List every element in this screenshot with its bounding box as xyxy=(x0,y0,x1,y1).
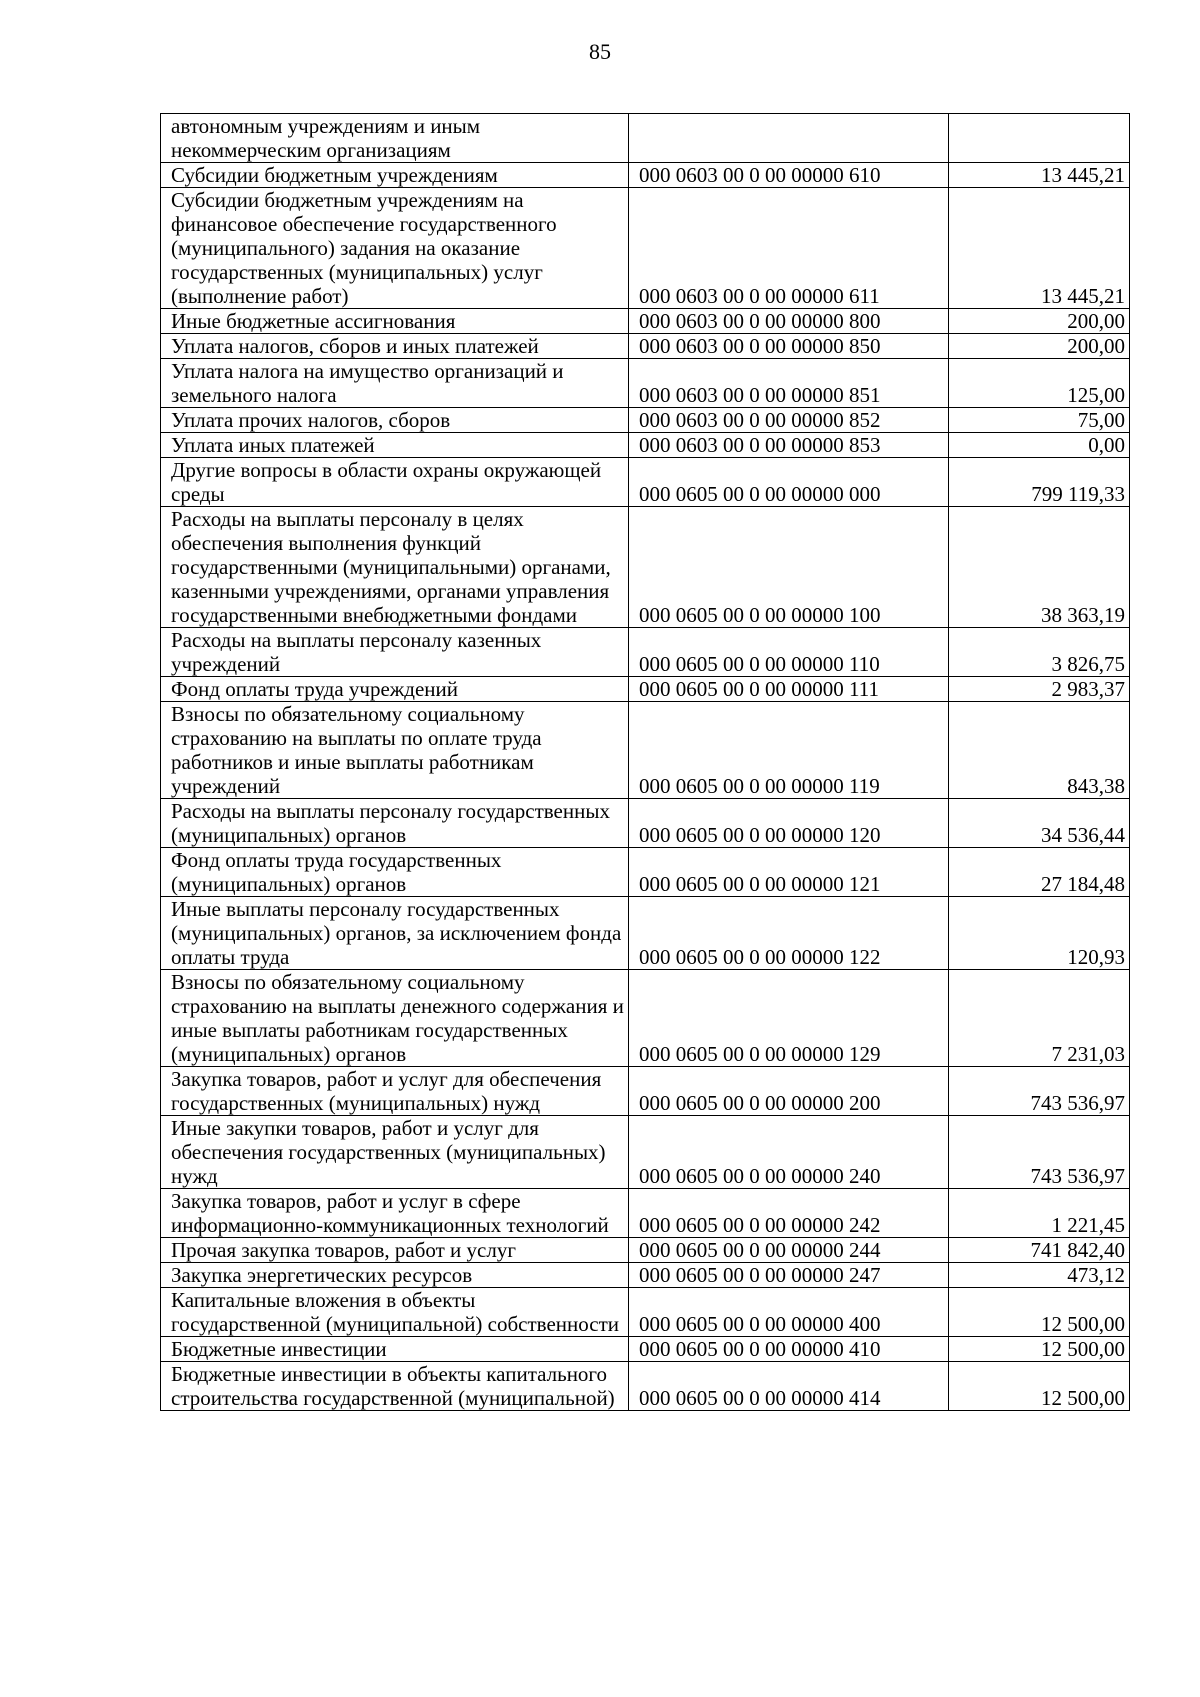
budget-code-cell: 000 0605 00 0 00 00000 121 xyxy=(629,848,949,897)
amount-cell: 473,12 xyxy=(949,1263,1130,1288)
table-row xyxy=(161,628,1130,677)
amount-cell: 12 500,00 xyxy=(949,1337,1130,1362)
table-row xyxy=(161,309,1130,334)
budget-code-cell: 000 0603 00 0 00 00000 610 xyxy=(629,163,949,188)
amount-cell: 27 184,48 xyxy=(949,848,1130,897)
amount-cell: 7 231,03 xyxy=(949,970,1130,1067)
amount-cell: 12 500,00 xyxy=(949,1288,1130,1337)
table-row xyxy=(161,702,1130,799)
amount-cell: 741 842,40 xyxy=(949,1238,1130,1263)
amount-cell: 799 119,33 xyxy=(949,458,1130,507)
expense-name-cell: Бюджетные инвестиции xyxy=(161,1337,629,1362)
table-row xyxy=(161,114,1130,163)
table-row xyxy=(161,897,1130,970)
expense-name-cell: Иные выплаты персоналу государственных (муниципальных) органов, за исключением фонда оплаты труда xyxy=(161,897,629,970)
table-row xyxy=(161,433,1130,458)
table-row xyxy=(161,1337,1130,1362)
table-row xyxy=(161,1238,1130,1263)
table-row xyxy=(161,1116,1130,1189)
amount-cell: 200,00 xyxy=(949,309,1130,334)
budget-code-cell: 000 0603 00 0 00 00000 851 xyxy=(629,359,949,408)
expense-name-cell: Субсидии бюджетным учреждениям на финансовое обеспечение государственного (муниципального) задания на оказание государственных (муниципальных) услуг (выполнение работ) xyxy=(161,188,629,309)
amount-cell: 0,00 xyxy=(949,433,1130,458)
expense-name-cell: Прочая закупка товаров, работ и услуг xyxy=(161,1238,629,1263)
expense-name-cell: Иные закупки товаров, работ и услуг для обеспечения государственных (муниципальных) нужд xyxy=(161,1116,629,1189)
budget-code-cell: 000 0605 00 0 00 00000 119 xyxy=(629,702,949,799)
budget-code-cell: 000 0605 00 0 00 00000 247 xyxy=(629,1263,949,1288)
budget-code-cell: 000 0605 00 0 00 00000 110 xyxy=(629,628,949,677)
amount-cell: 13 445,21 xyxy=(949,163,1130,188)
table-row xyxy=(161,334,1130,359)
amount-cell: 75,00 xyxy=(949,408,1130,433)
amount-cell: 743 536,97 xyxy=(949,1116,1130,1189)
budget-code-cell: 000 0605 00 0 00 00000 414 xyxy=(629,1362,949,1411)
budget-code-cell: 000 0603 00 0 00 00000 852 xyxy=(629,408,949,433)
table-row xyxy=(161,359,1130,408)
expense-name-cell: Закупка товаров, работ и услуг в сфере информационно-коммуникационных технологий xyxy=(161,1189,629,1238)
amount-cell: 743 536,97 xyxy=(949,1067,1130,1116)
amount-cell: 1 221,45 xyxy=(949,1189,1130,1238)
budget-code-cell: 000 0605 00 0 00 00000 111 xyxy=(629,677,949,702)
table-row xyxy=(161,458,1130,507)
budget-table-body xyxy=(161,114,1130,1411)
expense-name-cell: Расходы на выплаты персоналу в целях обеспечения выполнения функций государственными (муниципальными) органами, казенными учреждениями, органами управления государственными внебюджетными фондами xyxy=(161,507,629,628)
expense-name-cell: Иные бюджетные ассигнования xyxy=(161,309,629,334)
amount-cell: 34 536,44 xyxy=(949,799,1130,848)
budget-code-cell: 000 0605 00 0 00 00000 000 xyxy=(629,458,949,507)
table-row xyxy=(161,1288,1130,1337)
expense-name-cell: Субсидии бюджетным учреждениям xyxy=(161,163,629,188)
amount-cell: 38 363,19 xyxy=(949,507,1130,628)
table-row xyxy=(161,677,1130,702)
expense-name-cell: автономным учреждениям и иным некоммерческим организациям xyxy=(161,114,629,163)
table-row xyxy=(161,1362,1130,1411)
table-row xyxy=(161,408,1130,433)
expense-name-cell: Взносы по обязательному социальному страхованию на выплаты по оплате труда работников и иные выплаты работникам учреждений xyxy=(161,702,629,799)
expense-name-cell: Закупка товаров, работ и услуг для обеспечения государственных (муниципальных) нужд xyxy=(161,1067,629,1116)
budget-code-cell: 000 0605 00 0 00 00000 400 xyxy=(629,1288,949,1337)
budget-code-cell: 000 0605 00 0 00 00000 100 xyxy=(629,507,949,628)
budget-code-cell: 000 0603 00 0 00 00000 611 xyxy=(629,188,949,309)
table-row xyxy=(161,1189,1130,1238)
budget-code-cell: 000 0605 00 0 00 00000 242 xyxy=(629,1189,949,1238)
expense-name-cell: Капитальные вложения в объекты государственной (муниципальной) собственности xyxy=(161,1288,629,1337)
table-row xyxy=(161,799,1130,848)
amount-cell: 13 445,21 xyxy=(949,188,1130,309)
expense-name-cell: Бюджетные инвестиции в объекты капитального строительства государственной (муниципальной) xyxy=(161,1362,629,1411)
budget-code-cell: 000 0605 00 0 00 00000 200 xyxy=(629,1067,949,1116)
budget-code-cell: 000 0603 00 0 00 00000 853 xyxy=(629,433,949,458)
table-row xyxy=(161,1067,1130,1116)
budget-code-cell: 000 0605 00 0 00 00000 129 xyxy=(629,970,949,1067)
budget-code-cell: 000 0605 00 0 00 00000 120 xyxy=(629,799,949,848)
table-row xyxy=(161,163,1130,188)
expense-name-cell: Расходы на выплаты персоналу казенных учреждений xyxy=(161,628,629,677)
budget-code-cell: 000 0605 00 0 00 00000 410 xyxy=(629,1337,949,1362)
expense-name-cell: Фонд оплаты труда учреждений xyxy=(161,677,629,702)
budget-code-cell xyxy=(629,114,949,163)
table-row xyxy=(161,1263,1130,1288)
budget-table xyxy=(160,113,1130,1411)
amount-cell: 200,00 xyxy=(949,334,1130,359)
amount-cell: 125,00 xyxy=(949,359,1130,408)
expense-name-cell: Другие вопросы в области охраны окружающей среды xyxy=(161,458,629,507)
expense-name-cell: Уплата налога на имущество организаций и земельного налога xyxy=(161,359,629,408)
page-number: 85 xyxy=(589,39,611,64)
amount-cell xyxy=(949,114,1130,163)
expense-name-cell: Взносы по обязательному социальному страхованию на выплаты денежного содержания и иные выплаты работникам государственных (муниципальных) органов xyxy=(161,970,629,1067)
budget-code-cell: 000 0605 00 0 00 00000 240 xyxy=(629,1116,949,1189)
table-row xyxy=(161,188,1130,309)
expense-name-cell: Уплата налогов, сборов и иных платежей xyxy=(161,334,629,359)
budget-code-cell: 000 0603 00 0 00 00000 800 xyxy=(629,309,949,334)
budget-code-cell: 000 0605 00 0 00 00000 244 xyxy=(629,1238,949,1263)
table-row xyxy=(161,848,1130,897)
table-row xyxy=(161,970,1130,1067)
expense-name-cell: Уплата иных платежей xyxy=(161,433,629,458)
amount-cell: 2 983,37 xyxy=(949,677,1130,702)
budget-code-cell: 000 0605 00 0 00 00000 122 xyxy=(629,897,949,970)
expense-name-cell: Расходы на выплаты персоналу государственных (муниципальных) органов xyxy=(161,799,629,848)
amount-cell: 12 500,00 xyxy=(949,1362,1130,1411)
expense-name-cell: Фонд оплаты труда государственных (муниципальных) органов xyxy=(161,848,629,897)
table-row xyxy=(161,507,1130,628)
budget-code-cell: 000 0603 00 0 00 00000 850 xyxy=(629,334,949,359)
amount-cell: 843,38 xyxy=(949,702,1130,799)
amount-cell: 3 826,75 xyxy=(949,628,1130,677)
amount-cell: 120,93 xyxy=(949,897,1130,970)
expense-name-cell: Уплата прочих налогов, сборов xyxy=(161,408,629,433)
expense-name-cell: Закупка энергетических ресурсов xyxy=(161,1263,629,1288)
